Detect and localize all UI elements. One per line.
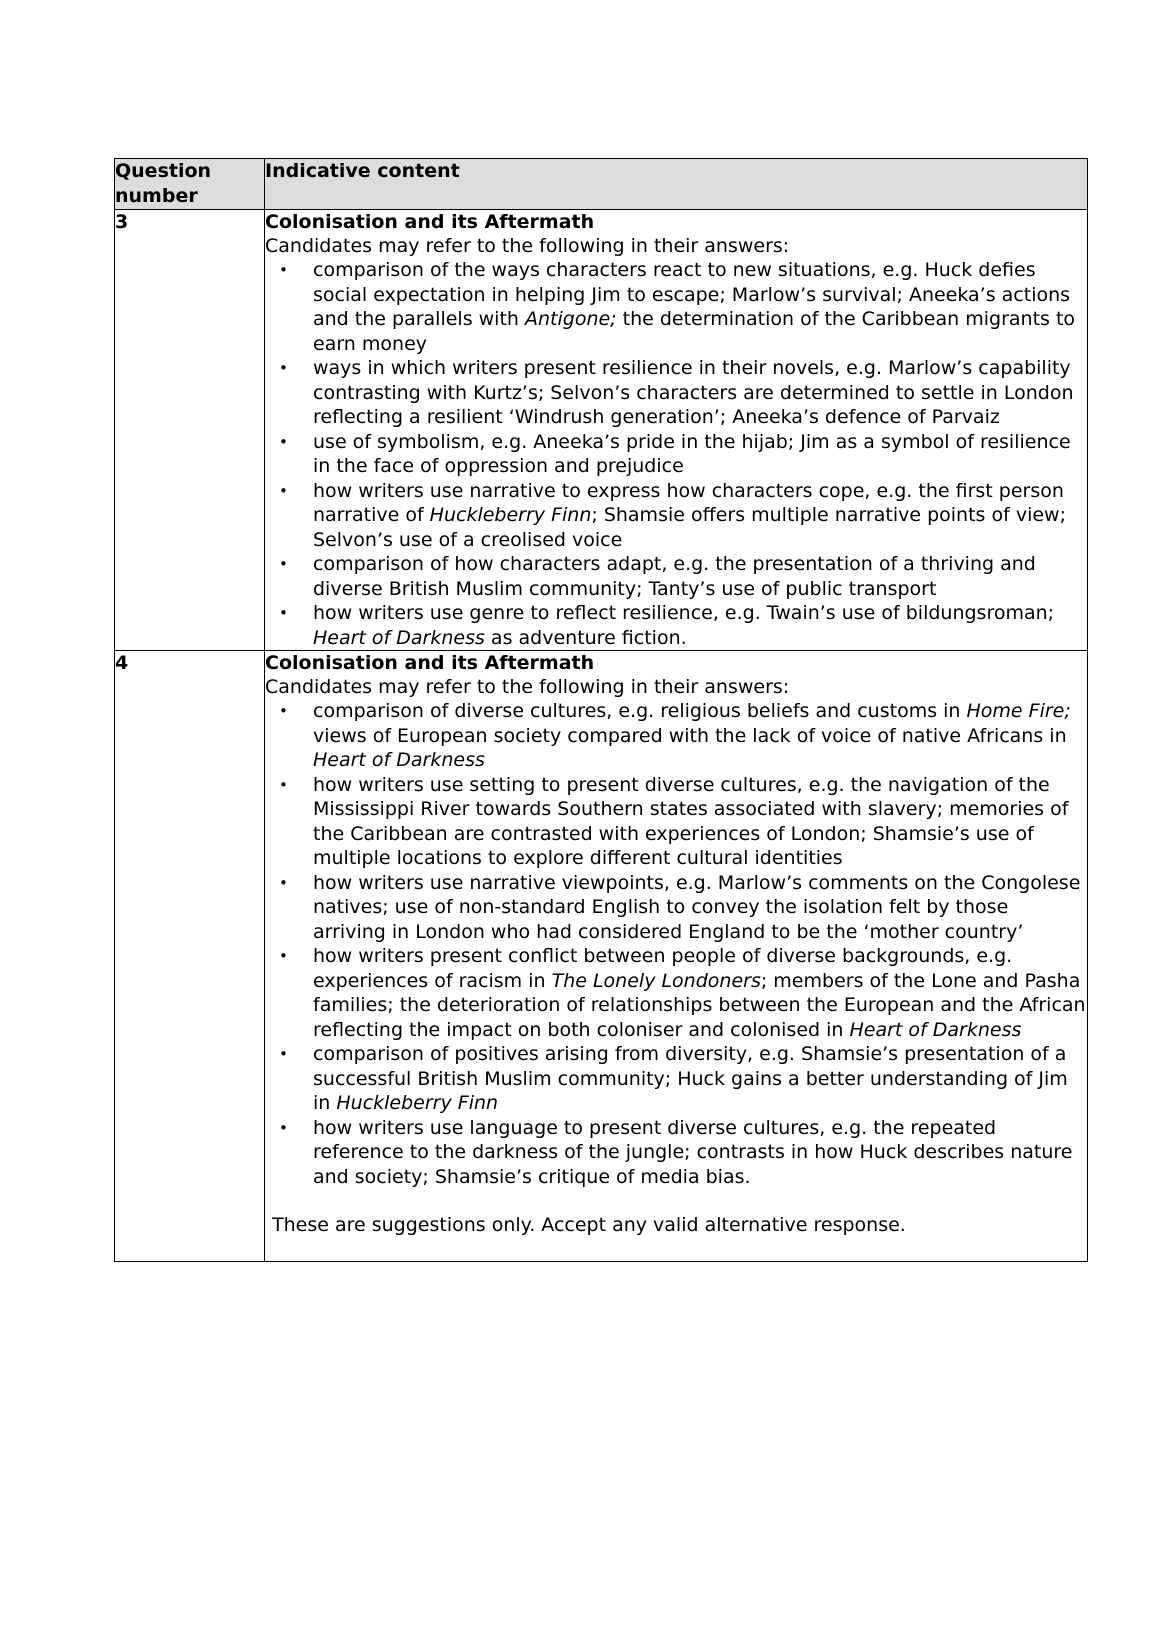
section-title: Colonisation and its Aftermath xyxy=(265,211,595,233)
list-item-text: comparison of positives arising from diversity, e.g. Shamsie’s presentation of a successful British Muslim community; Huck gains a better understanding of Jim in Huckleberry Finn xyxy=(313,1043,1068,1114)
bullet-icon: • xyxy=(279,1045,288,1063)
list-item-text: comparison of how characters adapt, e.g. the presentation of a thriving and diverse British Muslim community; Tanty’s use of public transport xyxy=(313,553,1036,600)
intro-text: Candidates may refer to the following in their answers: xyxy=(265,676,790,698)
section-title: Colonisation and its Aftermath xyxy=(265,652,595,674)
list-item-text: comparison of diverse cultures, e.g. religious beliefs and customs in Home Fire; views of European society compared with the lack of voice of native Africans in Heart of Darkness xyxy=(313,700,1071,771)
list-item-text: how writers present conflict between people of diverse backgrounds, e.g. experiences of racism in The Lonely Londoners; members of the Lone and Pasha families; the deterioration of relationships between the European and the African reflecting the impact on both coloniser and colonised in Heart of Darkness xyxy=(313,945,1086,1041)
bullet-icon: • xyxy=(279,604,288,622)
mark-scheme-table xyxy=(114,158,1088,1262)
indicative-content-cell xyxy=(265,651,1088,1262)
list-item xyxy=(265,430,1087,479)
bullet-icon: • xyxy=(279,432,288,451)
bullet-list xyxy=(265,699,1087,1189)
indicative-content-cell xyxy=(265,210,1088,651)
bullet-icon: • xyxy=(279,873,288,892)
question-number: 4 xyxy=(115,651,265,1262)
list-item xyxy=(265,871,1087,945)
bullet-icon: • xyxy=(279,702,288,720)
table-header-row xyxy=(115,159,1088,210)
table-row xyxy=(115,210,1088,651)
question-number: 3 xyxy=(115,210,265,651)
list-item xyxy=(265,1042,1087,1116)
list-item xyxy=(265,944,1087,1042)
intro-text: Candidates may refer to the following in their answers: xyxy=(265,235,790,257)
bullet-icon: • xyxy=(279,481,288,500)
bullet-icon: • xyxy=(279,1118,288,1137)
list-item-text: comparison of the ways characters react to new situations, e.g. Huck defies social expectation in helping Jim to escape; Marlow’s survival; Aneeka’s actions and the parallels with Antigone; the determination of the Caribbean migrants to earn money xyxy=(313,259,1076,355)
header-question-number: Question number xyxy=(115,159,265,210)
list-item xyxy=(265,1116,1087,1190)
bullet-list xyxy=(265,258,1087,650)
list-item xyxy=(265,773,1087,871)
list-item xyxy=(265,601,1087,650)
list-item-text: use of symbolism, e.g. Aneeka’s pride in the hijab; Jim as a symbol of resilience in the face of oppression and prejudice xyxy=(313,430,1071,477)
list-item xyxy=(265,699,1087,773)
closing-note: These are suggestions only. Accept any valid alternative response. xyxy=(272,1214,906,1236)
bullet-icon: • xyxy=(279,555,288,573)
list-item xyxy=(265,552,1087,601)
table-row xyxy=(115,651,1088,1262)
list-item-text: how writers use language to present diverse cultures, e.g. the repeated reference to the darkness of the jungle; contrasts in how Huck describes nature and society; Shamsie’s critique of media bias. xyxy=(313,1116,1073,1188)
bullet-icon: • xyxy=(279,359,288,377)
list-item-text: ways in which writers present resilience in their novels, e.g. Marlow’s capability contrasting with Kurtz’s; Selvon’s characters are determined to settle in London reflecting a resilient ‘Windrush generation’; Aneeka’s defence of Parvaiz xyxy=(313,357,1074,428)
list-item xyxy=(265,479,1087,553)
list-item xyxy=(265,356,1087,430)
list-item-text: how writers use narrative viewpoints, e.g. Marlow’s comments on the Congolese natives; use of non-standard English to convey the isolation felt by those arriving in London who had considered England to be the ‘mother country’ xyxy=(313,871,1081,943)
list-item-text: how writers use setting to present diverse cultures, e.g. the navigation of the Mississippi River towards Southern states associated with slavery; memories of the Caribbean are contrasted with experiences of London; Shamsie’s use of multiple locations to explore different cultural identities xyxy=(313,773,1069,869)
header-indicative-content: Indicative content xyxy=(265,159,1088,210)
list-item-text: how writers use genre to reflect resilience, e.g. Twain’s use of bildungsroman; Heart of Darkness as adventure fiction. xyxy=(313,602,1055,649)
list-item-text: how writers use narrative to express how characters cope, e.g. the first person narrative of Huckleberry Finn; Shamsie offers multiple narrative points of view; Selvon’s use of a creolised voice xyxy=(313,479,1066,551)
bullet-icon: • xyxy=(279,261,288,279)
bullet-icon: • xyxy=(279,947,288,965)
list-item xyxy=(265,258,1087,356)
bullet-icon: • xyxy=(279,775,288,794)
